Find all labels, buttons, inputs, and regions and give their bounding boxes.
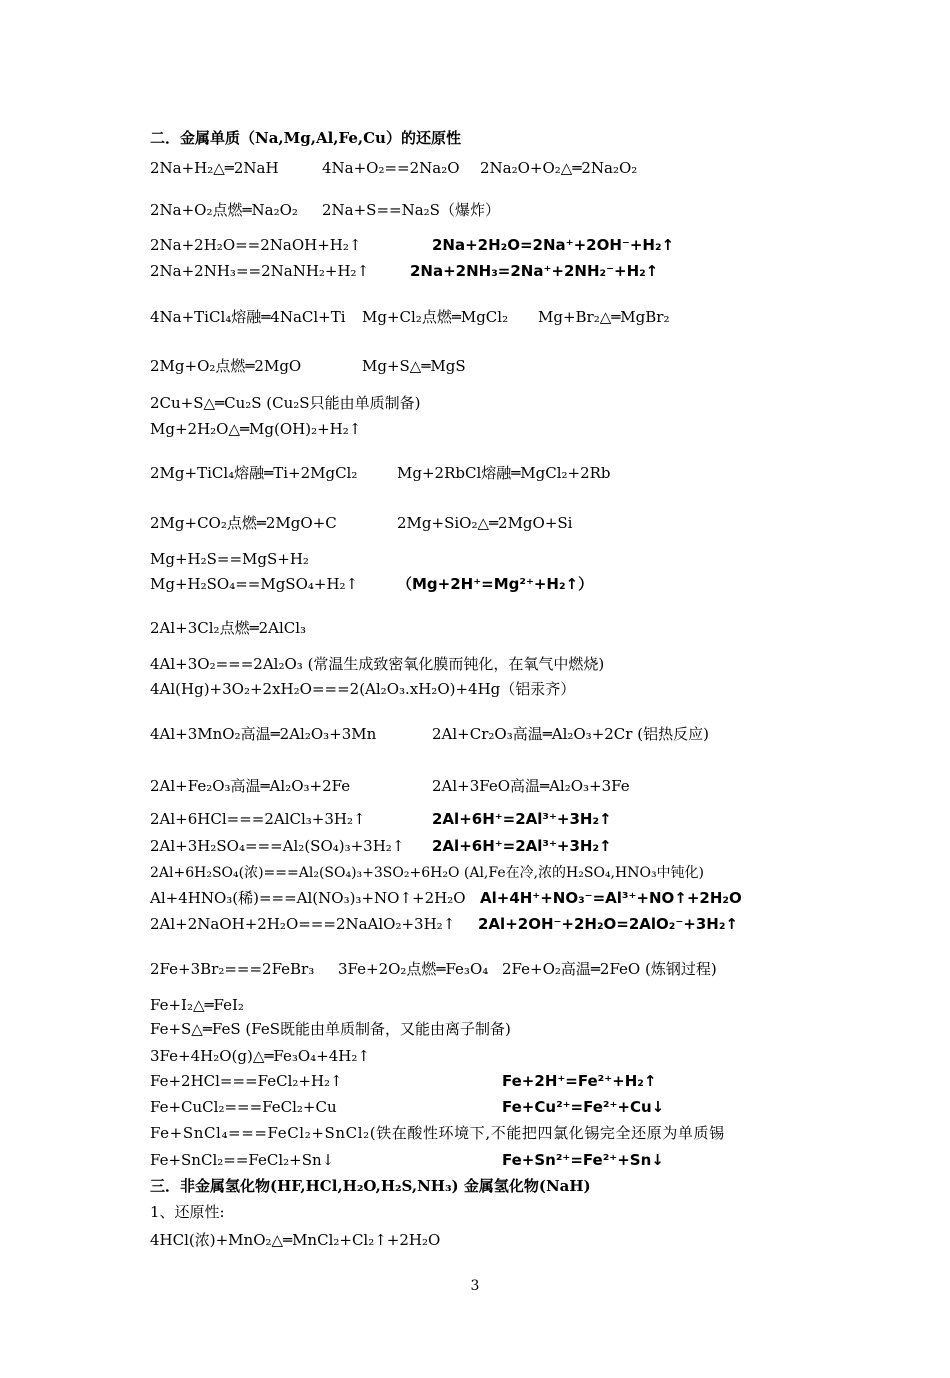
equation-row: 4Al+3O₂===2Al₂O₃ (常温生成致密氧化膜而钝化，在氧气中燃烧) <box>150 655 605 673</box>
equation-row: Fe+2HCl===FeCl₂+H₂↑ Fe+2H⁺=Fe²⁺+H₂↑ <box>150 1072 657 1090</box>
equation-row: 2Na+2NH₃==2NaNH₂+H₂↑ 2Na+2NH₃=2Na⁺+2NH₂⁻+H₂↑ <box>150 262 659 280</box>
equation-row: Fe+SnCl₂==FeCl₂+Sn↓ Fe+Sn²⁺=Fe²⁺+Sn↓ <box>150 1151 664 1169</box>
equation-row: Mg+H₂SO₄==MgSO₄+H₂↑ （Mg+2H⁺=Mg²⁺+H₂↑） <box>150 575 594 593</box>
equation-row: Fe+S△═FeS (FeS既能由单质制备，又能由离子制备) <box>150 1020 511 1038</box>
equation-row: 2Al+3Cl₂点燃═2AlCl₃ <box>150 619 307 637</box>
section-2-title: 二．金属单质（Na,Mg,Al,Fe,Cu）的还原性 <box>150 129 461 147</box>
equation-row: 2Na+O₂点燃═Na₂O₂ 2Na+S==Na₂S（爆炸） <box>150 201 500 219</box>
equation-row: 4Na+TiCl₄熔融═4NaCl+Ti Mg+Cl₂点燃═MgCl₂ Mg+Br₂△═MgBr₂ <box>150 308 670 326</box>
equation-row: 4Al(Hg)+3O₂+2xH₂O===2(Al₂O₃.xH₂O)+4Hg（铝汞齐） <box>150 680 576 698</box>
equation-row: 2Mg+TiCl₄熔融═Ti+2MgCl₂ Mg+2RbCl熔融═MgCl₂+2Rb <box>150 464 611 482</box>
equation-row: 2Mg+O₂点燃═2MgO Mg+S△═MgS <box>150 357 466 375</box>
subsection-1-title: 1、还原性: <box>150 1203 225 1221</box>
equation-row: 2Al+6HCl===2AlCl₃+3H₂↑ 2Al+6H⁺=2Al³⁺+3H₂↑ <box>150 810 612 828</box>
equation-row: 2Al+Fe₂O₃高温═Al₂O₃+2Fe 2Al+3FeO高温═Al₂O₃+3Fe <box>150 777 630 795</box>
equation-row: Mg+2H₂O△═Mg(OH)₂+H₂↑ <box>150 420 362 438</box>
equation-row: 4HCl(浓)+MnO₂△═MnCl₂+Cl₂↑+2H₂O <box>150 1231 441 1249</box>
equation-row: 2Cu+S△═Cu₂S (Cu₂S只能由单质制备) <box>150 394 421 412</box>
equation-row: 4Al+3MnO₂高温═2Al₂O₃+3Mn 2Al+Cr₂O₃高温═Al₂O₃+2Cr (铝热反应) <box>150 725 709 743</box>
equation-row: 2Na+H₂△═2NaH 4Na+O₂==2Na₂O 2Na₂O+O₂△═2Na₂O₂ <box>150 159 638 177</box>
equation-row: Fe+I₂△═FeI₂ <box>150 996 244 1014</box>
equation-row: 2Na+2H₂O==2NaOH+H₂↑ 2Na+2H₂O=2Na⁺+2OH⁻+H₂↑ <box>150 236 675 254</box>
equation-row: Al+4HNO₃(稀)===Al(NO₃)₃+NO↑+2H₂O Al+4H⁺+NO₃⁻=Al³⁺+NO↑+2H₂O <box>150 889 742 907</box>
equation-row: 2Mg+CO₂点燃═2MgO+C 2Mg+SiO₂△═2MgO+Si <box>150 514 573 532</box>
equation-row: 3Fe+4H₂O(g)△═Fe₃O₄+4H₂↑ <box>150 1047 370 1065</box>
page-number: 3 <box>470 1278 480 1294</box>
equation-row: 2Al+2NaOH+2H₂O===2NaAlO₂+3H₂↑ 2Al+2OH⁻+2H₂O=2AlO₂⁻+3H₂↑ <box>150 915 738 933</box>
equation-row: Fe+SnCl₄===FeCl₂+SnCl₂(铁在酸性环境下,不能把四氯化锡完全还原为单质锡 <box>150 1124 725 1142</box>
section-3-title: 三．非金属氢化物(HF,HCl,H₂O,H₂S,NH₃) 金属氢化物(NaH) <box>150 1177 591 1195</box>
equation-row: Fe+CuCl₂===FeCl₂+Cu Fe+Cu²⁺=Fe²⁺+Cu↓ <box>150 1098 665 1116</box>
equation-row: 2Fe+3Br₂===2FeBr₃ 3Fe+2O₂点燃═Fe₃O₄ 2Fe+O₂高温═2FeO (炼钢过程) <box>150 960 717 978</box>
equation-row: 2Al+6H₂SO₄(浓)===Al₂(SO₄)₃+3SO₂+6H₂O (Al,Fe在冷,浓的H₂SO₄,HNO₃中钝化) <box>150 865 705 881</box>
equation-row: Mg+H₂S==MgS+H₂ <box>150 550 309 568</box>
equation-row: 2Al+3H₂SO₄===Al₂(SO₄)₃+3H₂↑ 2Al+6H⁺=2Al³⁺+3H₂↑ <box>150 837 612 855</box>
